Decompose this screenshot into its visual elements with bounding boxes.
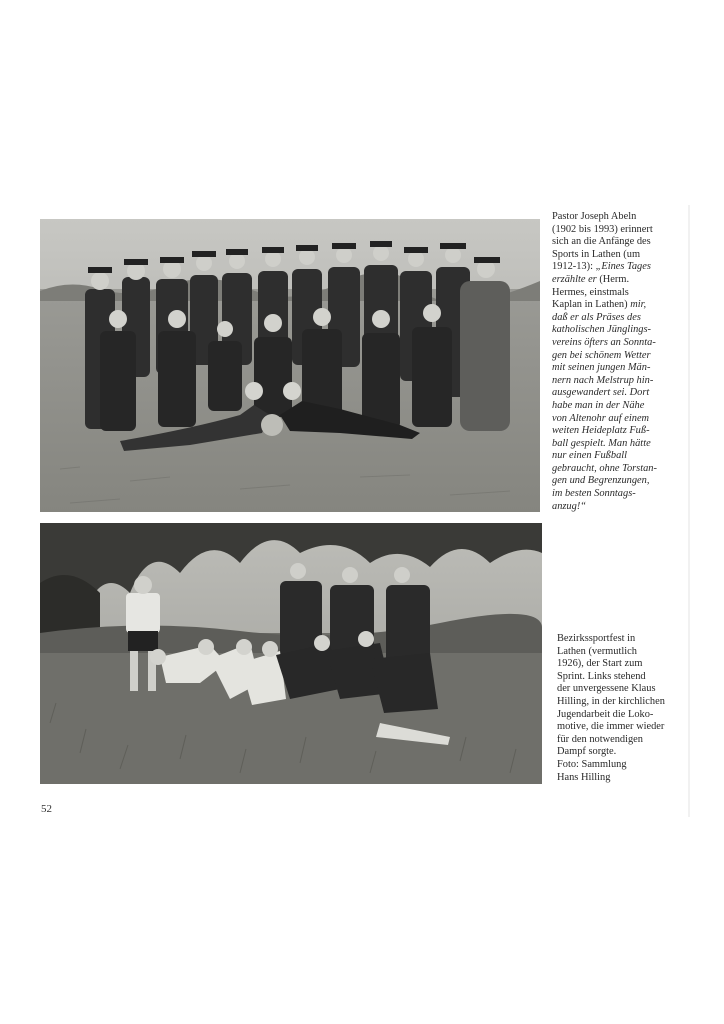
caption-text: 1912-13): [552, 261, 596, 273]
caption-text: erzählte er [552, 273, 597, 285]
caption-line [552, 249, 657, 262]
caption-line [552, 337, 657, 350]
caption-sprint-photo [557, 633, 665, 784]
caption-line [552, 274, 657, 287]
caption-line [552, 425, 657, 438]
caption-text: (1902 bis 1993) erinnert [552, 223, 653, 235]
caption-line [552, 400, 657, 413]
caption-line [557, 683, 665, 696]
caption-text: von Altenohr auf einem [552, 412, 650, 424]
caption-line [557, 721, 665, 734]
caption-text: Jugendarbeit die Loko- [557, 708, 654, 720]
caption-line [552, 261, 657, 274]
caption-text: sich an die Anfänge des [552, 236, 651, 248]
caption-text: Sports in Lathen (um [552, 248, 641, 260]
caption-line [552, 312, 657, 325]
caption-text: katholischen Jünglings- [552, 324, 651, 336]
caption-line [557, 633, 665, 646]
caption-text: gen bei schönem Wetter [552, 349, 651, 361]
caption-line [552, 475, 657, 488]
caption-text: nern nach Melstrup hin- [552, 374, 654, 386]
caption-line [557, 671, 665, 684]
caption-line [552, 450, 657, 463]
caption-text: mit seinen jungen Män- [552, 362, 651, 374]
caption-group-photo [552, 211, 657, 513]
caption-line [552, 438, 657, 451]
group-photo-image [40, 219, 540, 512]
caption-text: (Herm. [596, 273, 630, 285]
caption-line [557, 696, 665, 709]
caption-line [552, 488, 657, 501]
caption-line [552, 211, 657, 224]
caption-line [552, 387, 657, 400]
caption-text: Pastor Joseph Abeln [552, 211, 637, 222]
caption-text: mir, [627, 299, 647, 311]
caption-text: 1926), der Start zum [557, 658, 643, 670]
caption-line [557, 734, 665, 747]
caption-text: Lathen (vermutlich [557, 645, 637, 657]
caption-line [557, 646, 665, 659]
caption-text: Foto: Sammlung [557, 758, 627, 770]
caption-text: Hans Hilling [557, 771, 611, 783]
caption-text: motive, die immer wieder [557, 721, 665, 733]
caption-line [552, 463, 657, 476]
caption-line [557, 709, 665, 722]
caption-line [557, 746, 665, 759]
caption-line [552, 299, 657, 312]
caption-text: Hilling, in der kirchlichen [557, 695, 665, 707]
caption-line [552, 324, 657, 337]
caption-line [557, 772, 665, 785]
caption-text: gen und Begrenzungen, [552, 475, 650, 487]
caption-text: Bezirkssportfest in [557, 633, 636, 644]
group-photo [40, 219, 540, 512]
caption-text: ausgewandert sei. Dort [552, 387, 650, 399]
caption-text: Hermes, einstmals [552, 286, 629, 298]
sprint-start-photo [40, 523, 542, 784]
page-number: 52 [41, 803, 52, 815]
caption-text: anzug!“ [552, 500, 587, 512]
caption-text: „Eines Tages [595, 261, 651, 273]
caption-line [552, 501, 657, 514]
caption-text: gebraucht, ohne Torstan- [552, 462, 657, 474]
caption-text: der unvergessene Klaus [557, 683, 656, 695]
caption-line [557, 658, 665, 671]
sprint-start-photo-image [40, 523, 542, 784]
caption-text: daß er als Präses des [552, 311, 641, 323]
caption-line [552, 287, 657, 300]
caption-text: habe man in der Nähe [552, 399, 645, 411]
caption-line [552, 375, 657, 388]
caption-line [552, 236, 657, 249]
page-edge [688, 205, 690, 817]
caption-line [552, 224, 657, 237]
caption-text: Sprint. Links stehend [557, 670, 646, 682]
caption-text: weiten Heideplatz Fuß- [552, 425, 650, 437]
caption-text: vereins öfters an Sonnta- [552, 336, 656, 348]
caption-text: im besten Sonntags- [552, 488, 636, 500]
caption-text: Dampf sorgte. [557, 746, 617, 758]
caption-line [552, 350, 657, 363]
caption-line [552, 413, 657, 426]
caption-text: ball gespielt. Man hätte [552, 437, 651, 449]
caption-line [552, 362, 657, 375]
caption-text: nur einen Fußball [552, 450, 628, 462]
caption-text: für den notwendigen [557, 733, 643, 745]
caption-text: Kaplan in Lathen) [552, 299, 628, 311]
caption-line [557, 759, 665, 772]
